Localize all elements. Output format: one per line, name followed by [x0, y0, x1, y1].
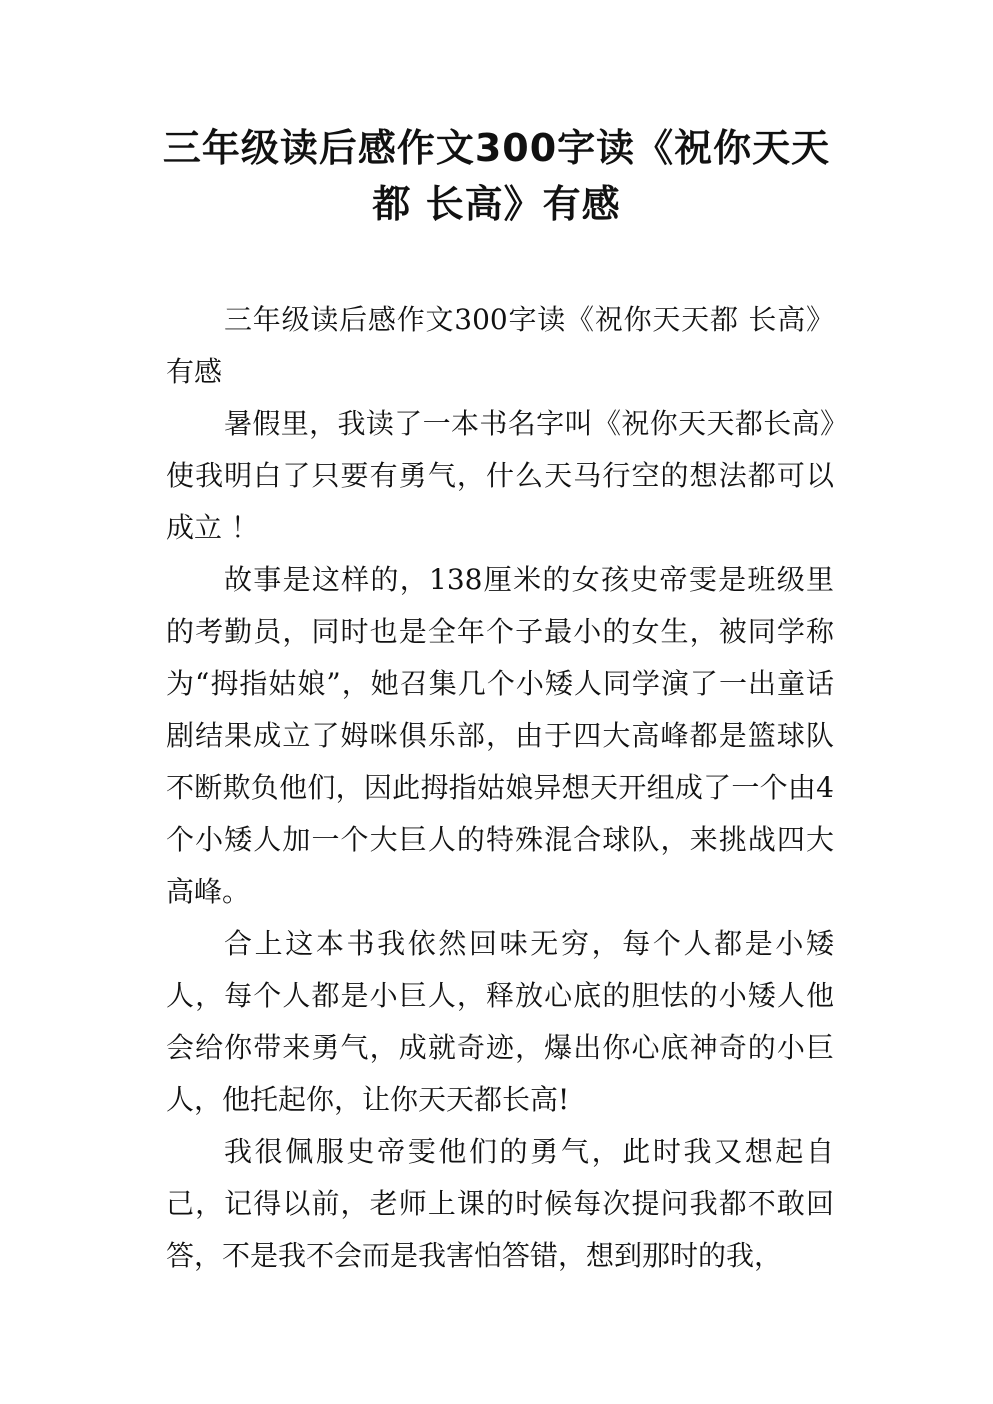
- paragraph-story: 故事是这样的，138厘米的女孩史帝雯是班级里的考勤员，同时也是全年个子最小的女生，被同学称为“拇指姑娘”，她召集几个小矮人同学演了一出童话剧结果成立了姆咪俱乐部，由于四大高峰都是篮球队不断欺负他们，因此拇指姑娘异想天开组成了一个由4个小矮人加一个大巨人的特殊混合球队，来挑战四大高峰。: [166, 563, 834, 908]
- document-body: [166, 294, 834, 1282]
- paragraph-admiration: 我很佩服史帝雯他们的勇气，此时我又想起自己，记得以前，老师上课的时候每次提问我都不敢回答，不是我不会而是我害怕答错，想到那时的我，: [166, 1135, 834, 1272]
- document-title: 三年级读后感作文300字读《祝你天天都 长高》有感: [162, 126, 831, 226]
- paragraph-reflection: 合上这本书我依然回味无穷，每个人都是小矮人，每个人都是小巨人，释放心底的胆怯的小矮人他会给你带来勇气，成就奇迹，爆出你心底神奇的小巨人，他托起你，让你天天都长高!: [166, 927, 834, 1116]
- paragraph-intro: 三年级读后感作文300字读《祝你天天都 长高》有感: [166, 303, 834, 388]
- paragraph-summer: 暑假里，我读了一本书名字叫《祝你天天都长高》使我明白了只要有勇气，什么天马行空的想法都可以成立 ！: [166, 407, 834, 544]
